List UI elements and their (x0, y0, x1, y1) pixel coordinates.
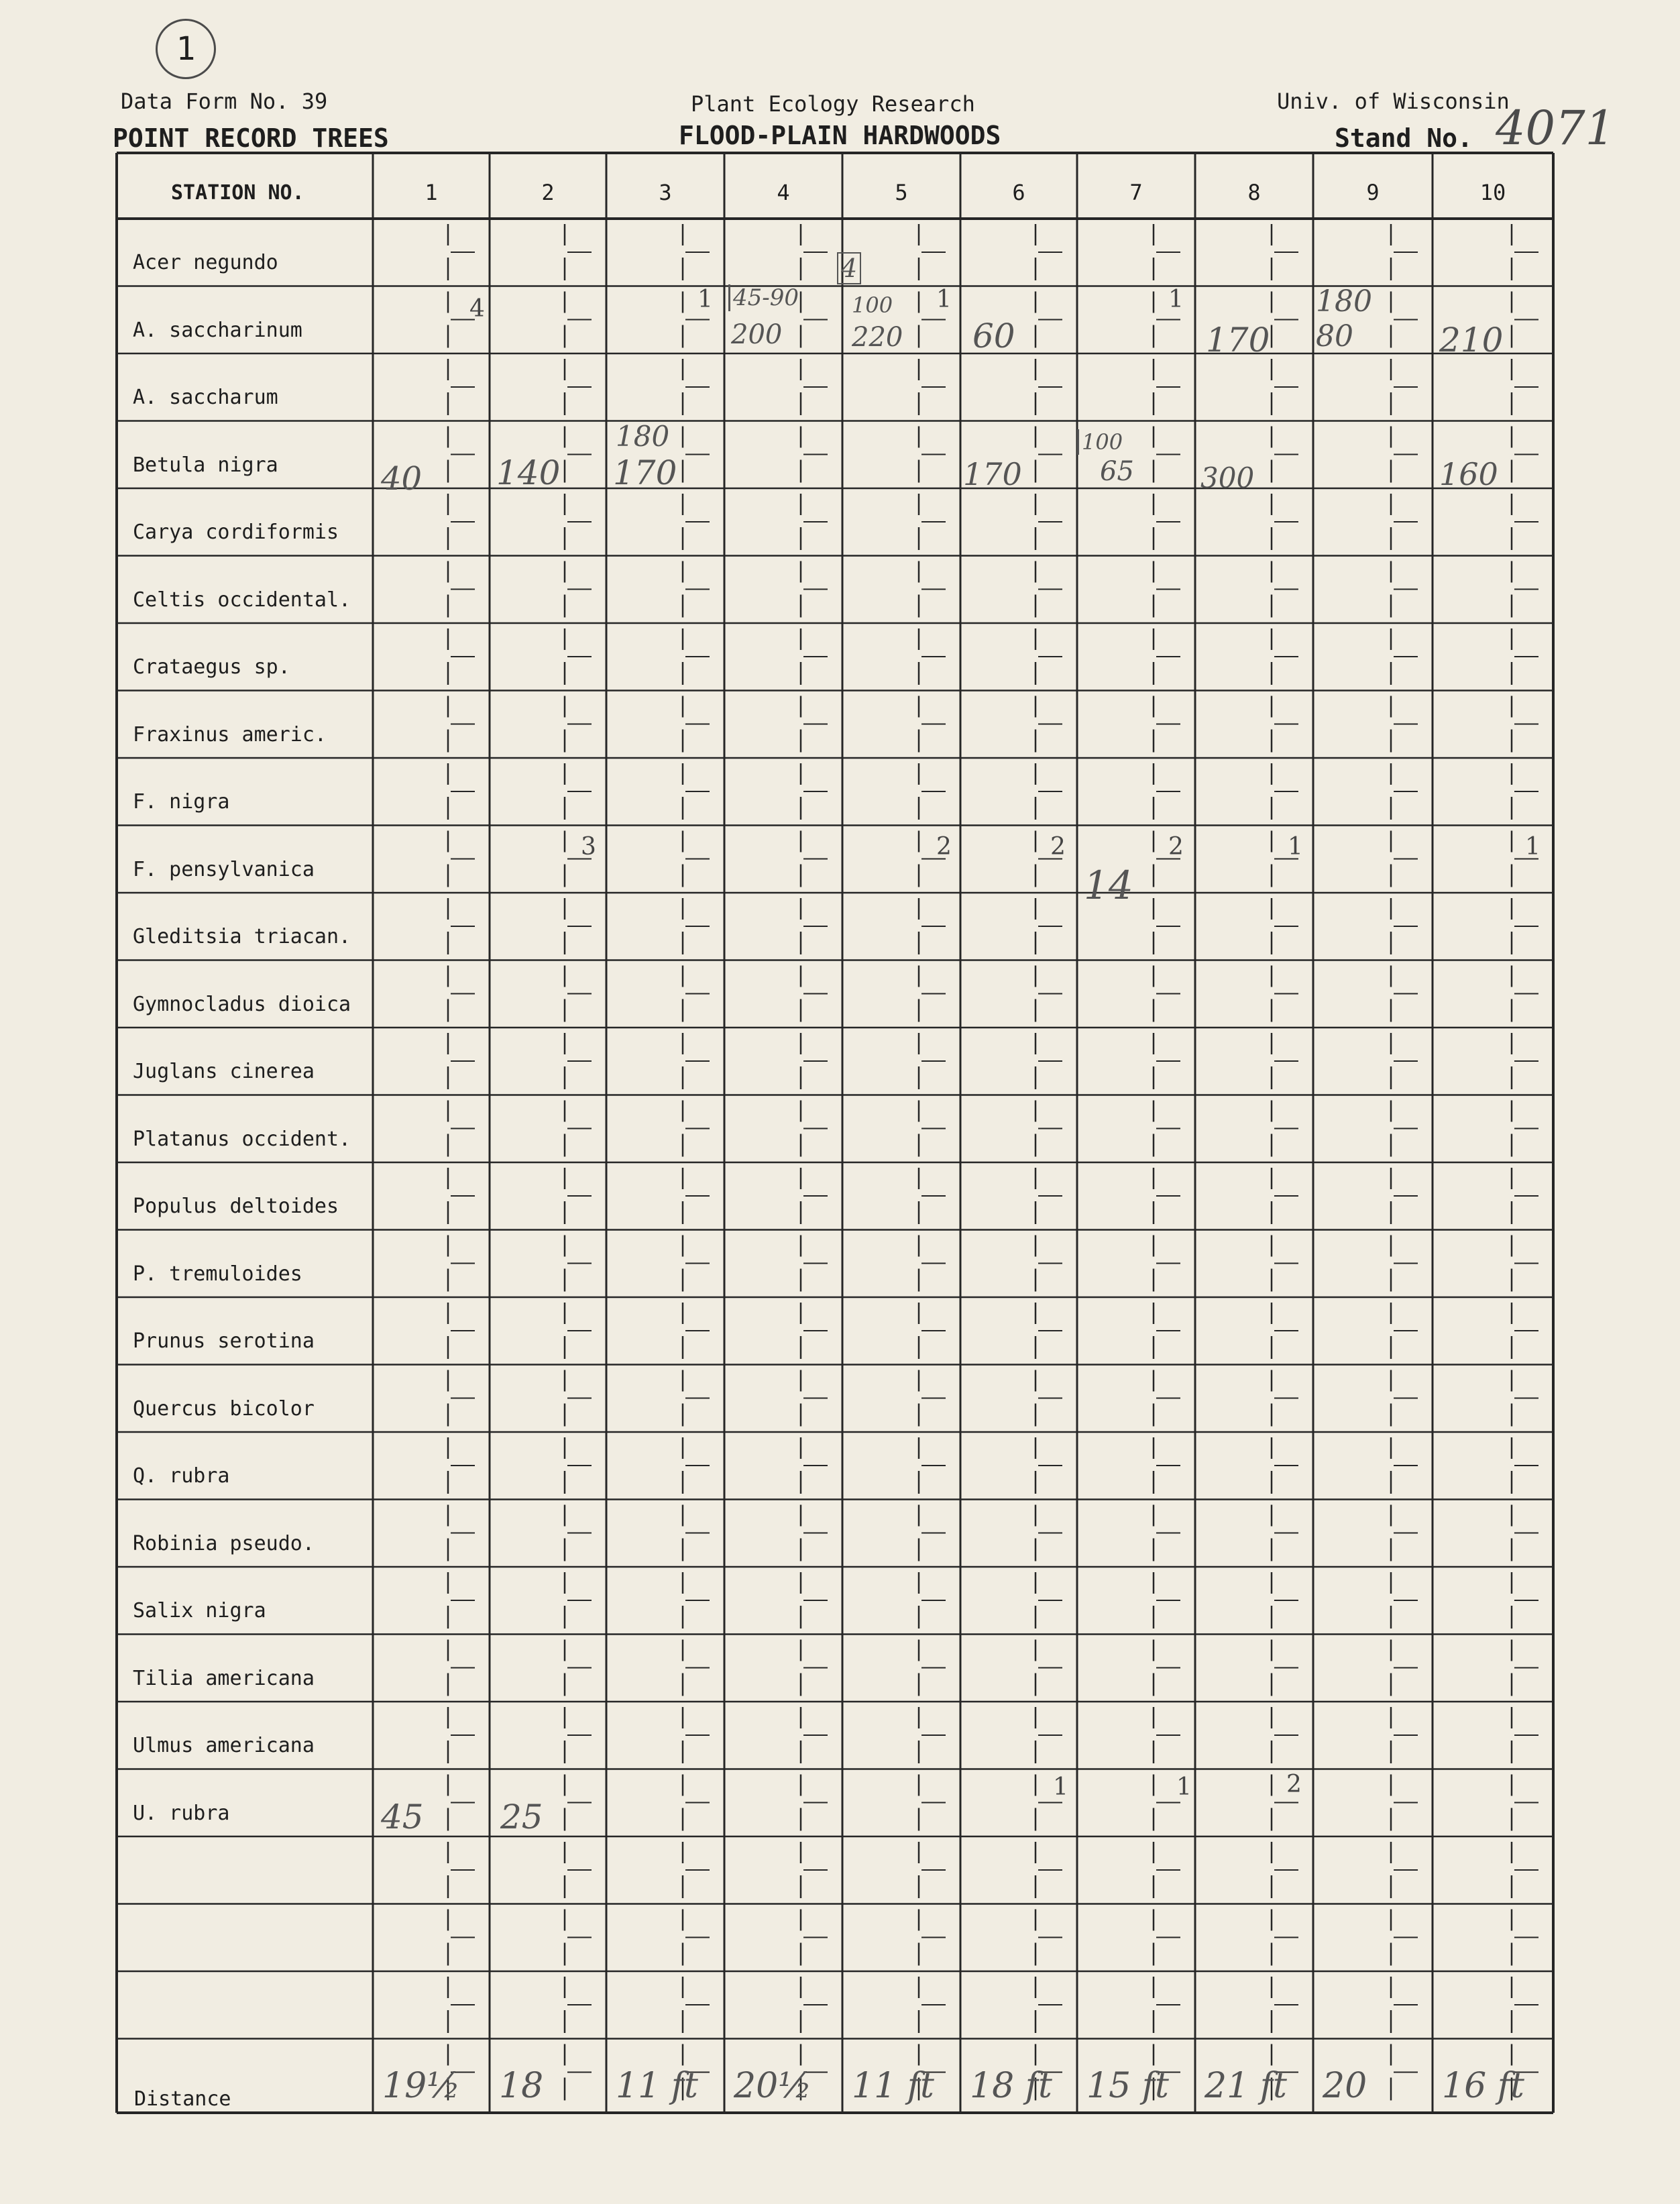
station-label: STATION NO. (171, 181, 304, 205)
stand-number: 4071 (1496, 101, 1616, 156)
species-name: Gleditsia triacan. (133, 925, 351, 948)
form-number: Data Form No. 39 (121, 89, 328, 114)
distance-value: 15 ft (1086, 2066, 1169, 2106)
university-name: Univ. of Wisconsin (1277, 89, 1510, 114)
species-name: F. pensylvanica (133, 857, 315, 881)
species-name: P. tremuloides (133, 1262, 302, 1286)
entry-value: 210 (1439, 321, 1504, 360)
entry-value: 160 (1439, 456, 1498, 492)
entry-value: 25 (500, 1798, 543, 1836)
entry-value: 220 (852, 322, 903, 353)
entry-value: 100 (852, 292, 893, 318)
species-name: Quercus bicolor (133, 1396, 315, 1421)
entry-value: 140 (496, 453, 561, 492)
entry-tally: 1 (1288, 833, 1303, 861)
entry-tally: 1 (1168, 286, 1184, 313)
entry-value: 180 (1316, 284, 1372, 319)
species-name: Carya cordiformis (133, 520, 339, 544)
species-name: Celtis occidental. (133, 588, 351, 612)
entry-tally: 1 (1176, 1773, 1192, 1801)
distance-label: Distance (134, 2087, 231, 2111)
species-name: Robinia pseudo. (133, 1531, 315, 1555)
entry-tally: 1 (1525, 833, 1541, 861)
entry-box: 4 (837, 252, 861, 284)
species-name: Juglans cinerea (133, 1060, 315, 1083)
entry-value: 14 (1084, 863, 1133, 908)
species-name: A. saccharum (133, 386, 278, 409)
entry-tally: 3 (581, 833, 596, 861)
form-title: POINT RECORD TREES (113, 123, 389, 153)
species-name: Acer negundo (133, 251, 278, 274)
page-number: 1 (176, 30, 196, 68)
species-name: Salix nigra (133, 1599, 266, 1622)
distance-value: 20½ (734, 2066, 812, 2106)
species-name: Populus deltoides (133, 1195, 339, 1218)
entry-value: 60 (972, 317, 1015, 355)
stand-label: Stand No. (1335, 123, 1473, 153)
entry-value: 300 (1200, 461, 1255, 494)
station-number: 4 (777, 180, 790, 205)
distance-value: 18 ft (970, 2066, 1052, 2106)
distance-value: 11 ft (852, 2066, 934, 2106)
species-name: U. rubra (133, 1801, 230, 1825)
distance-value: 19½ (382, 2066, 461, 2106)
station-number: 9 (1366, 180, 1380, 205)
station-number: 1 (425, 180, 438, 205)
entry-tally: 2 (1168, 833, 1184, 861)
entry-value: 100 (1077, 429, 1123, 455)
station-number: 2 (541, 180, 555, 205)
entry-value: 40 (381, 460, 423, 498)
entry-value: 170 (1206, 321, 1270, 360)
distance-value: 21 ft (1205, 2066, 1287, 2106)
station-number: 5 (895, 180, 908, 205)
distance-value: 16 ft (1442, 2066, 1524, 2106)
entry-tally: 1 (936, 286, 952, 313)
station-number: 3 (659, 180, 672, 205)
station-number: 6 (1012, 180, 1025, 205)
research-title: Plant Ecology Research (691, 91, 975, 117)
species-name: A. saccharinum (133, 318, 302, 342)
entry-value: 65 (1100, 456, 1134, 487)
entry-value: 80 (1316, 319, 1353, 353)
distance-value: 18 (499, 2066, 544, 2106)
entry-tally: 1 (1053, 1773, 1068, 1801)
species-name: Crataegus sp. (133, 655, 290, 679)
entry-tally: 4 (469, 295, 485, 323)
species-name: Q. rubra (133, 1464, 230, 1488)
entry-value: 170 (963, 456, 1022, 492)
entry-tally: 2 (1286, 1771, 1302, 1798)
entry-value: 170 (613, 453, 677, 492)
distance-value: 11 ft (616, 2066, 698, 2106)
species-name: Fraxinus americ. (133, 722, 327, 747)
entry-value: 45-90 (728, 284, 799, 311)
species-name: Prunus serotina (133, 1329, 315, 1353)
entry-value: 45 (381, 1798, 424, 1836)
station-number: 8 (1247, 180, 1261, 205)
entry-tally: 2 (1050, 833, 1066, 861)
species-name: Platanus occident. (133, 1127, 351, 1151)
station-number: 7 (1129, 180, 1143, 205)
station-number: 10 (1479, 180, 1506, 205)
species-name: Gymnocladus dioica (133, 992, 351, 1016)
species-name: Ulmus americana (133, 1734, 315, 1757)
species-name: Tilia americana (133, 1666, 315, 1690)
entry-tally: 1 (697, 286, 713, 313)
community-title: FLOOD-PLAIN HARDWOODS (679, 121, 1001, 150)
entry-tally: 2 (936, 833, 952, 861)
species-name: F. nigra (133, 790, 230, 814)
entry-value: 180 (616, 420, 670, 453)
entry-value: 200 (731, 319, 783, 350)
distance-value: 20 (1323, 2066, 1367, 2106)
species-name: Betula nigra (133, 453, 278, 477)
